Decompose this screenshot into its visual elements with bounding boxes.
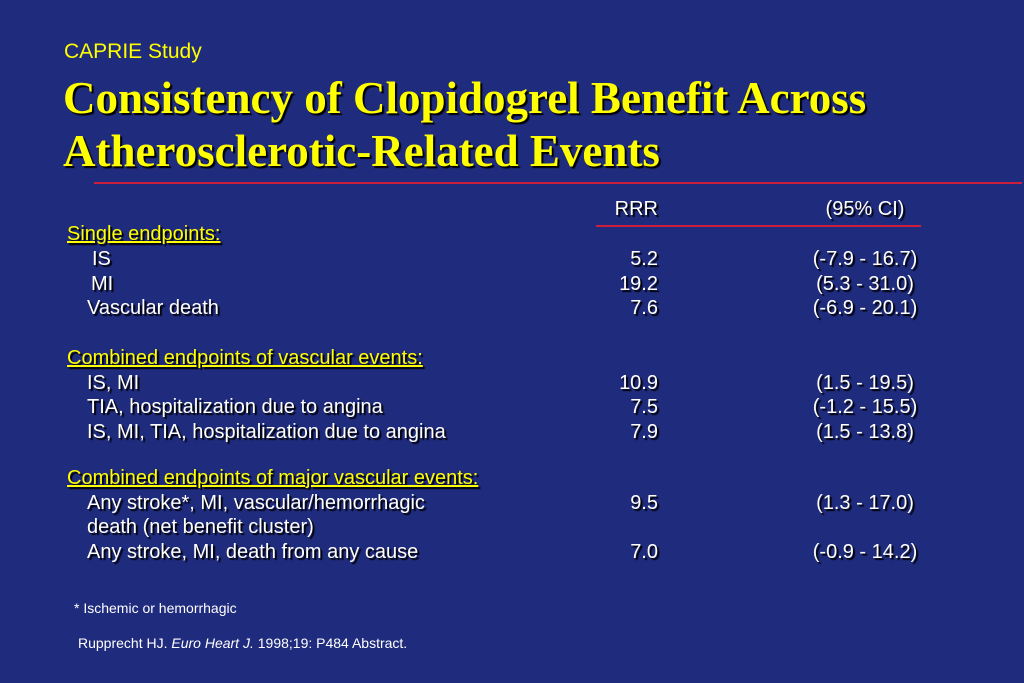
row-label: IS bbox=[92, 248, 111, 270]
table-row bbox=[0, 540, 1024, 564]
row-label: MI bbox=[91, 273, 114, 295]
section-heading-label: Single endpoints: bbox=[67, 223, 221, 245]
row-ci: (-1.2 - 15.5) bbox=[812, 396, 918, 418]
citation-details: 1998;19: P484 Abstract. bbox=[257, 635, 408, 651]
row-rrr: 9.5 bbox=[630, 492, 658, 514]
citation-journal: Euro Heart J. bbox=[171, 635, 254, 651]
row-rrr: 7.9 bbox=[630, 421, 658, 443]
row-rrr: 7.5 bbox=[630, 396, 658, 418]
slide-title: Consistency of Clopidogrel Benefit Across Atherosclerotic-Related Events bbox=[63, 73, 867, 176]
row-label: IS, MI, TIA, hospitalization due to angina bbox=[87, 421, 446, 443]
title-divider bbox=[94, 182, 1022, 184]
row-label-continuation: death (net benefit cluster) bbox=[87, 516, 314, 538]
section-heading-label: Combined endpoints of major vascular events: bbox=[67, 467, 479, 489]
section-heading bbox=[0, 466, 1024, 490]
table-row bbox=[0, 395, 1024, 419]
row-label: Vascular death bbox=[87, 297, 219, 319]
row-ci: (1.5 - 13.8) bbox=[816, 421, 914, 443]
row-ci: (-7.9 - 16.7) bbox=[812, 248, 918, 270]
table-row bbox=[0, 420, 1024, 444]
citation-author: Rupprecht HJ. bbox=[78, 635, 168, 651]
row-rrr: 7.6 bbox=[630, 297, 658, 319]
row-rrr: 5.2 bbox=[630, 248, 658, 270]
section-heading bbox=[0, 222, 1024, 246]
table-row bbox=[0, 272, 1024, 296]
table-row bbox=[0, 296, 1024, 320]
section-heading bbox=[0, 346, 1024, 370]
column-header-ci: (95% CI) bbox=[825, 198, 905, 220]
citation bbox=[78, 635, 407, 651]
row-rrr: 7.0 bbox=[630, 541, 658, 563]
section-heading-label: Combined endpoints of vascular events: bbox=[67, 347, 423, 369]
table-row bbox=[0, 247, 1024, 271]
study-label: CAPRIE Study bbox=[64, 40, 202, 63]
table-row bbox=[0, 491, 1024, 515]
row-ci: (-6.9 - 20.1) bbox=[812, 297, 918, 319]
row-label: Any stroke, MI, death from any cause bbox=[87, 541, 419, 563]
column-header-rrr: RRR bbox=[614, 198, 658, 220]
row-label: TIA, hospitalization due to angina bbox=[87, 396, 383, 418]
row-ci: (1.5 - 19.5) bbox=[816, 372, 914, 394]
row-label: Any stroke*, MI, vascular/hemorrhagic bbox=[87, 492, 425, 514]
row-ci: (1.3 - 17.0) bbox=[816, 492, 914, 514]
row-rrr: 10.9 bbox=[619, 372, 658, 394]
table-row bbox=[0, 371, 1024, 395]
row-rrr: 19.2 bbox=[619, 273, 658, 295]
footnote: * Ischemic or hemorrhagic bbox=[74, 600, 237, 616]
row-ci: (5.3 - 31.0) bbox=[816, 273, 914, 295]
row-label: IS, MI bbox=[87, 372, 140, 394]
table-row-continuation bbox=[0, 515, 1024, 539]
row-ci: (-0.9 - 14.2) bbox=[812, 541, 918, 563]
